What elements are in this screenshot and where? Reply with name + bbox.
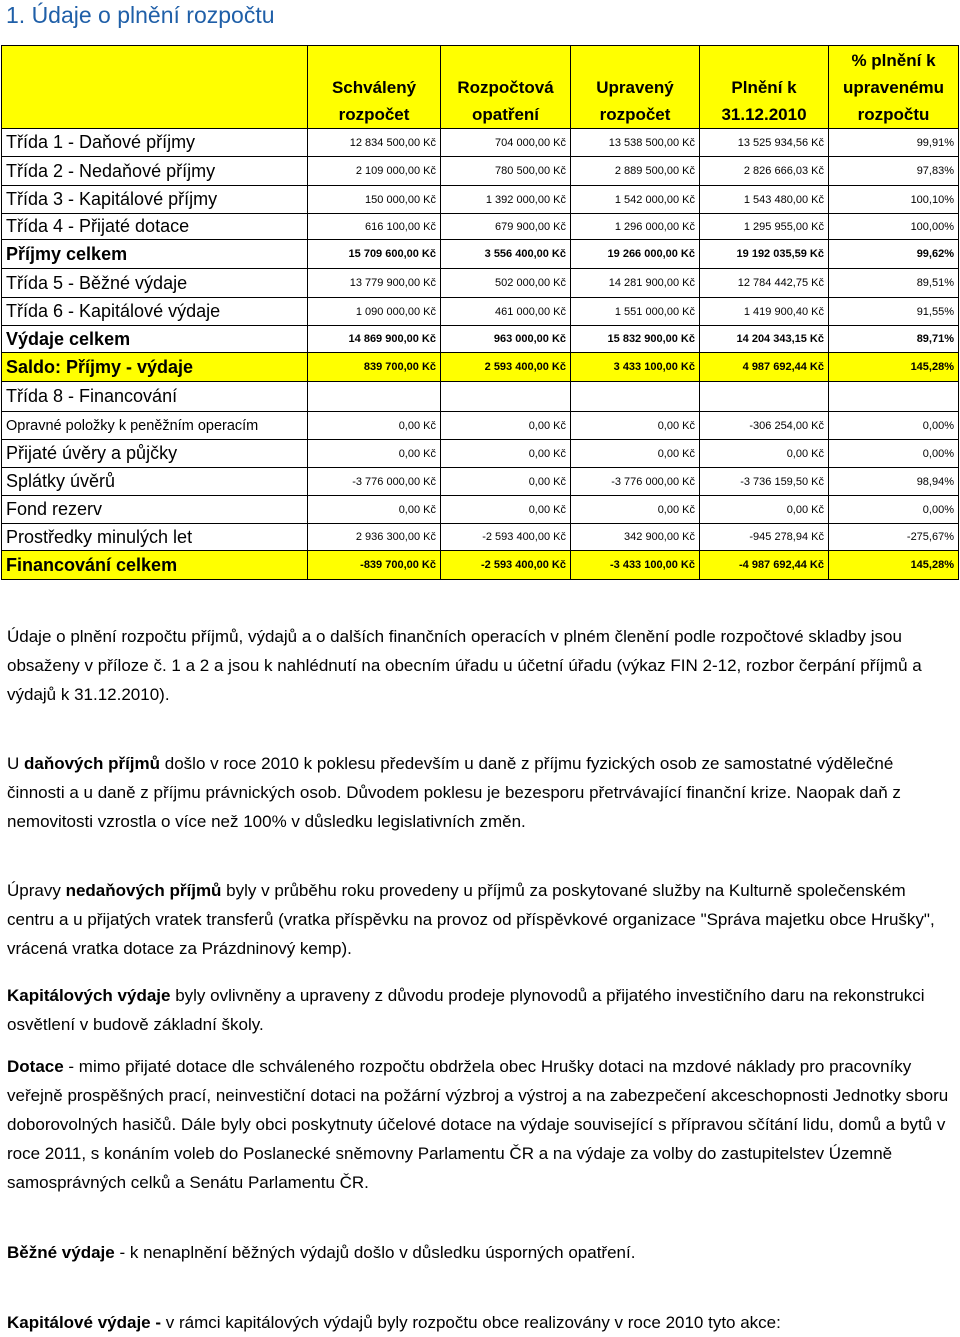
cell-pct [829, 382, 959, 412]
row-label: Třída 4 - Přijaté dotace [2, 214, 308, 240]
cell-plneni: 19 192 035,59 Kč [700, 240, 829, 269]
cell-upraveny: 2 889 500,00 Kč [571, 157, 700, 186]
cell-plneni: 1 543 480,00 Kč [700, 186, 829, 214]
cell-pct: 0,00% [829, 440, 959, 468]
cell-schvaleny: 839 700,00 Kč [308, 353, 441, 382]
cell-schvaleny: 14 869 900,00 Kč [308, 326, 441, 353]
cell-opatreni: -2 593 400,00 Kč [441, 551, 571, 580]
cell-opatreni: 461 000,00 Kč [441, 298, 571, 326]
cell-upraveny: 14 281 900,00 Kč [571, 269, 700, 298]
cell-upraveny: 0,00 Kč [571, 496, 700, 524]
paragraph-kapitalove-akce: Kapitálové výdaje - v rámci kapitálových výdajů byly rozpočtu obce realizovány v roce 2010 tyto akce: [7, 1313, 781, 1332]
cell-plneni: 1 295 955,00 Kč [700, 214, 829, 240]
cell-schvaleny: 2 109 000,00 Kč [308, 157, 441, 186]
row-label: Splátky úvěrů [2, 468, 308, 496]
cell-plneni: 0,00 Kč [700, 496, 829, 524]
paragraph-dotace: Dotace - mimo přijaté dotace dle schváleného rozpočtu obdržela obec Hrušky dotaci na mzdové náklady pro pracovníky veřejně prospěšných prací, neinvestiční dotaci na požární výzbroj a výstroj a na zabezpečení akceschopnosti Jednotky sboru doborovolných hasičů. Dále byly obci poskytnuty účelové dotace na výdaje související s přípravou sčítání lidu, domů a bytů v roce 2011, s konáním voleb do Poslanecké sněmovny Parlamentu ČR a na výdaje za volby do zastupitelstev Územně samosprávných celků a Senátu Parlamentu ČR. [7, 1057, 949, 1192]
cell-opatreni [441, 382, 571, 412]
cell-schvaleny: 0,00 Kč [308, 440, 441, 468]
table-row [2, 157, 959, 186]
paragraph-kapitalove-vydaje: Kapitálových výdaje byly ovlivněny a upraveny z důvodu prodeje plynovodů a přijatého investičního daru na rekonstrukci osvětlení v budově základní školy. [7, 986, 925, 1034]
cell-schvaleny: 616 100,00 Kč [308, 214, 441, 240]
cell-pct: 100,00% [829, 214, 959, 240]
cell-schvaleny: 13 779 900,00 Kč [308, 269, 441, 298]
cell-opatreni: 0,00 Kč [441, 440, 571, 468]
cell-pct: 0,00% [829, 496, 959, 524]
header-plneni: Plnění k 31.12.2010 [700, 46, 829, 129]
cell-plneni: 0,00 Kč [700, 440, 829, 468]
cell-upraveny: 0,00 Kč [571, 440, 700, 468]
cell-pct: 145,28% [829, 353, 959, 382]
cell-upraveny: 1 296 000,00 Kč [571, 214, 700, 240]
table-row [2, 326, 959, 353]
row-label: Třída 2 - Nedaňové příjmy [2, 157, 308, 186]
cell-plneni: 13 525 934,56 Kč [700, 129, 829, 157]
table-row [2, 524, 959, 551]
cell-upraveny: 1 551 000,00 Kč [571, 298, 700, 326]
cell-opatreni: 0,00 Kč [441, 496, 571, 524]
cell-schvaleny: 1 090 000,00 Kč [308, 298, 441, 326]
row-label: Financování celkem [2, 551, 308, 580]
paragraph-nedanove-prijmy: Úpravy nedaňových příjmů byly v průběhu roku provedeny u příjmů za poskytované služby na Kulturně společenském centru a u přijatých vratek transferů (vratka příspěvku na provoz od příspěvkové organizace "Správa majetku obce Hrušky", vrácená vratka dotace za Prázdninový kemp). [7, 881, 935, 958]
cell-opatreni: 704 000,00 Kč [441, 129, 571, 157]
cell-plneni: 12 784 442,75 Kč [700, 269, 829, 298]
cell-plneni: 2 826 666,03 Kč [700, 157, 829, 186]
cell-opatreni: 502 000,00 Kč [441, 269, 571, 298]
header-upraveny: Upravený rozpočet [571, 46, 700, 129]
cell-schvaleny: 12 834 500,00 Kč [308, 129, 441, 157]
cell-upraveny: 342 900,00 Kč [571, 524, 700, 551]
cell-upraveny: 3 433 100,00 Kč [571, 353, 700, 382]
header-empty [2, 46, 308, 129]
cell-upraveny: 19 266 000,00 Kč [571, 240, 700, 269]
cell-pct: 145,28% [829, 551, 959, 580]
row-label: Příjmy celkem [2, 240, 308, 269]
cell-schvaleny [308, 382, 441, 412]
row-label: Výdaje celkem [2, 326, 308, 353]
table-row [2, 269, 959, 298]
cell-upraveny: 13 538 500,00 Kč [571, 129, 700, 157]
cell-upraveny: -3 776 000,00 Kč [571, 468, 700, 496]
table-row [2, 240, 959, 269]
row-label: Fond rezerv [2, 496, 308, 524]
row-label: Saldo: Příjmy - výdaje [2, 353, 308, 382]
cell-pct: 98,94% [829, 468, 959, 496]
row-label: Prostředky minulých let [2, 524, 308, 551]
cell-opatreni: 780 500,00 Kč [441, 157, 571, 186]
cell-plneni: 4 987 692,44 Kč [700, 353, 829, 382]
cell-upraveny: 0,00 Kč [571, 412, 700, 440]
cell-plneni: -4 987 692,44 Kč [700, 551, 829, 580]
cell-pct: -275,67% [829, 524, 959, 551]
cell-schvaleny: -3 776 000,00 Kč [308, 468, 441, 496]
cell-opatreni: -2 593 400,00 Kč [441, 524, 571, 551]
cell-schvaleny: 0,00 Kč [308, 412, 441, 440]
row-label: Třída 3 - Kapitálové příjmy [2, 186, 308, 214]
table-row [2, 468, 959, 496]
cell-plneni: 14 204 343,15 Kč [700, 326, 829, 353]
header-opatreni: Rozpočtová opatření [441, 46, 571, 129]
cell-upraveny: -3 433 100,00 Kč [571, 551, 700, 580]
header-pct: % plnění k upravenému rozpočtu [829, 46, 959, 129]
budget-table [1, 45, 959, 580]
cell-opatreni: 963 000,00 Kč [441, 326, 571, 353]
row-label: Třída 8 - Financování [2, 382, 308, 412]
cell-opatreni: 679 900,00 Kč [441, 214, 571, 240]
row-label: Opravné položky k peněžním operacím [2, 412, 308, 440]
cell-plneni: -945 278,94 Kč [700, 524, 829, 551]
table-row [2, 412, 959, 440]
cell-upraveny [571, 382, 700, 412]
table-row [2, 298, 959, 326]
paragraph-bezne-vydaje: Běžné výdaje - k nenaplnění běžných výdajů došlo v důsledku úsporných opatření. [7, 1243, 636, 1262]
cell-opatreni: 3 556 400,00 Kč [441, 240, 571, 269]
table-row [2, 440, 959, 468]
cell-schvaleny: 0,00 Kč [308, 496, 441, 524]
table-row [2, 129, 959, 157]
row-label: Třída 1 - Daňové příjmy [2, 129, 308, 157]
table-row [2, 551, 959, 580]
cell-schvaleny: 2 936 300,00 Kč [308, 524, 441, 551]
cell-pct: 99,62% [829, 240, 959, 269]
row-label: Přijaté úvěry a půjčky [2, 440, 308, 468]
page-title: 1. Údaje o plnění rozpočtu [6, 2, 275, 28]
cell-pct: 97,83% [829, 157, 959, 186]
cell-schvaleny: -839 700,00 Kč [308, 551, 441, 580]
row-label: Třída 6 - Kapitálové výdaje [2, 298, 308, 326]
cell-pct: 0,00% [829, 412, 959, 440]
row-label: Třída 5 - Běžné výdaje [2, 269, 308, 298]
cell-opatreni: 1 392 000,00 Kč [441, 186, 571, 214]
cell-upraveny: 1 542 000,00 Kč [571, 186, 700, 214]
cell-pct: 100,10% [829, 186, 959, 214]
paragraph-danove-prijmy: U daňových příjmů došlo v roce 2010 k poklesu především u daně z příjmu fyzických osob ze samostatné výdělečné činnosti a u daně z příjmu právnických osob. Důvodem poklesu je bezesporu přetrvávající finanční krize. Naopak daň z nemovitosti vzrostla o více než 100% v důsledku legislativních změn. [7, 754, 901, 831]
cell-pct: 99,91% [829, 129, 959, 157]
cell-plneni [700, 382, 829, 412]
table-row [2, 214, 959, 240]
cell-pct: 89,71% [829, 326, 959, 353]
table-row [2, 186, 959, 214]
cell-plneni: -306 254,00 Kč [700, 412, 829, 440]
cell-schvaleny: 15 709 600,00 Kč [308, 240, 441, 269]
table-row [2, 353, 959, 382]
cell-upraveny: 15 832 900,00 Kč [571, 326, 700, 353]
cell-opatreni: 2 593 400,00 Kč [441, 353, 571, 382]
header-schvaleny: Schválený rozpočet [308, 46, 441, 129]
paragraph-intro: Údaje o plnění rozpočtu příjmů, výdajů a o dalších finančních operacích v plném členění podle rozpočtové skladby jsou obsaženy v příloze č. 1 a 2 a jsou k nahlédnutí na obecním úřadu u účetní úřadu (výkaz FIN 2-12, rozbor čerpání příjmů a výdajů k 31.12.2010). [7, 627, 922, 704]
table-row [2, 382, 959, 412]
cell-pct: 89,51% [829, 269, 959, 298]
cell-plneni: -3 736 159,50 Kč [700, 468, 829, 496]
cell-plneni: 1 419 900,40 Kč [700, 298, 829, 326]
cell-opatreni: 0,00 Kč [441, 412, 571, 440]
table-header-row [2, 46, 959, 129]
table-row [2, 496, 959, 524]
cell-opatreni: 0,00 Kč [441, 468, 571, 496]
cell-pct: 91,55% [829, 298, 959, 326]
cell-schvaleny: 150 000,00 Kč [308, 186, 441, 214]
